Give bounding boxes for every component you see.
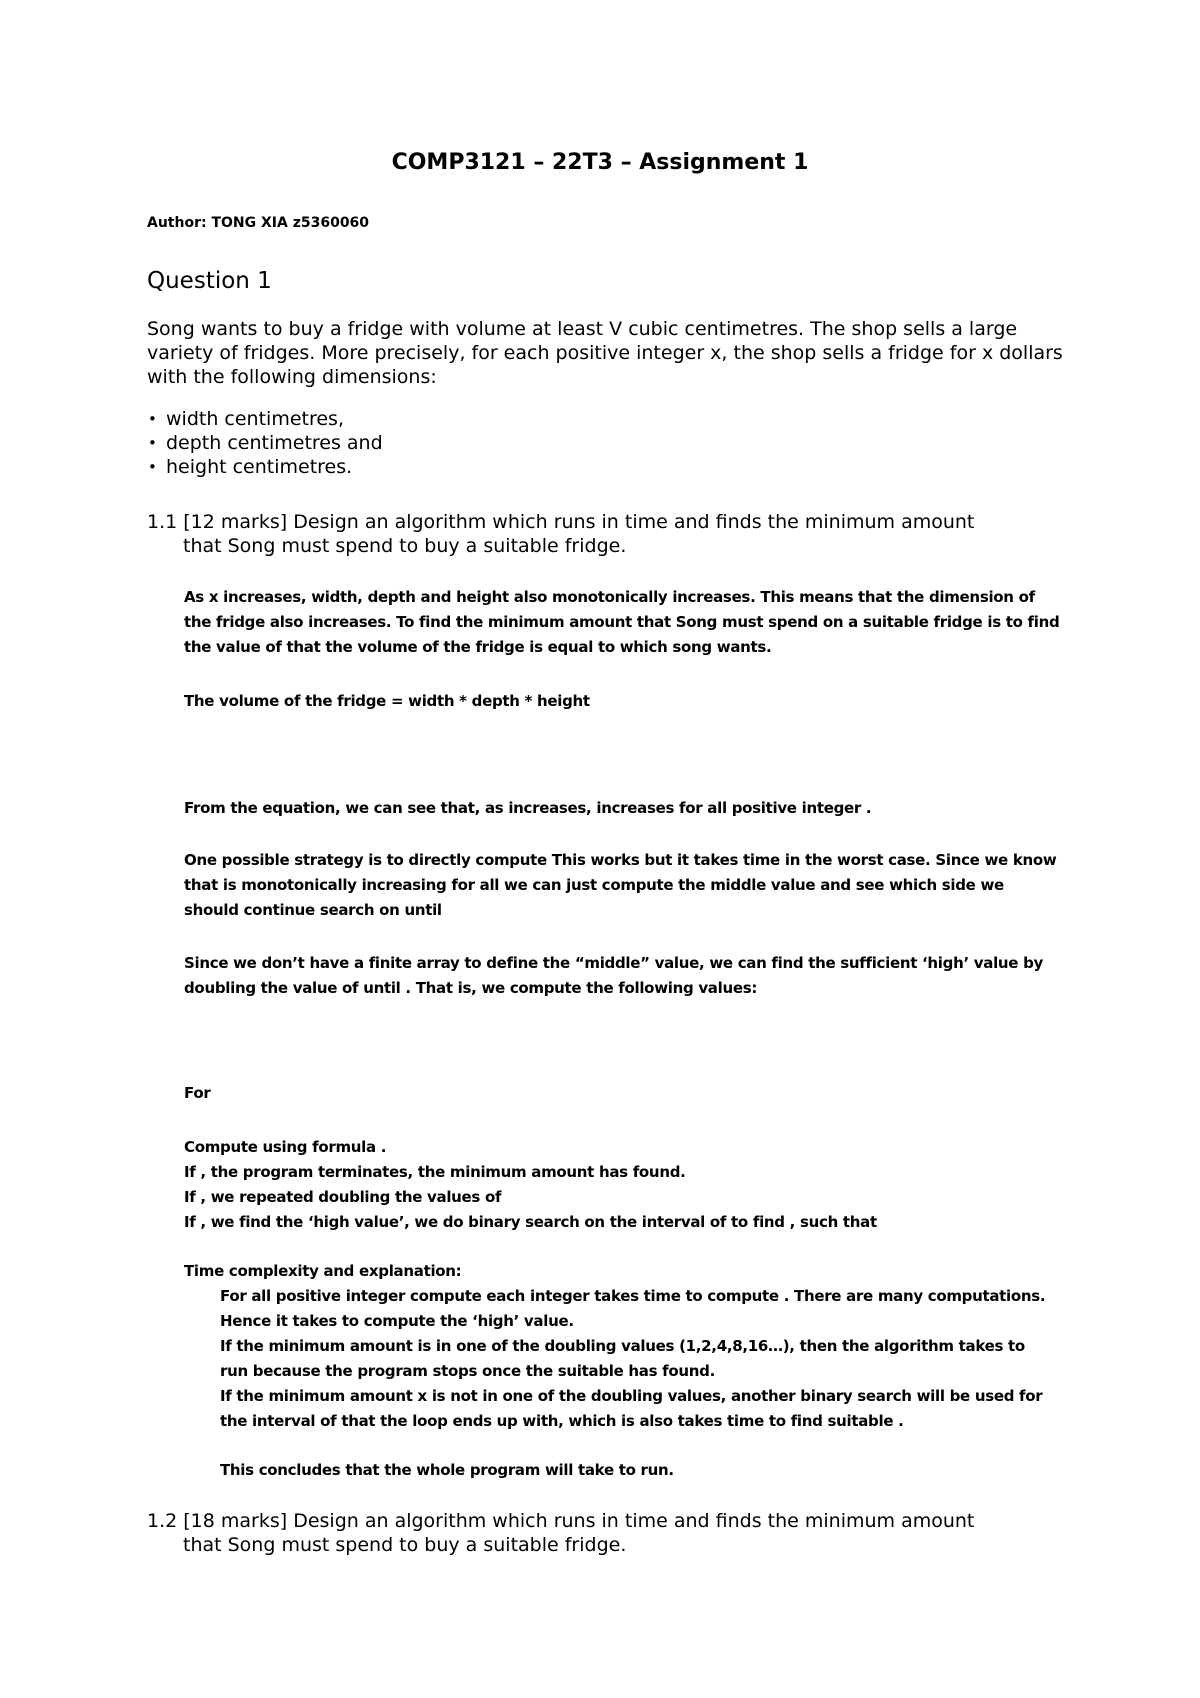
conclusion — [220, 1458, 1070, 1483]
question-heading: Question 1 — [147, 268, 272, 294]
answer-line: the fridge also increases. To find the minimum amount that Song must spend on a suitable fridge is to find — [184, 613, 1060, 631]
answer-line: doubling the value of until . That is, we compute the following values: — [184, 979, 758, 997]
question-line: that Song must spend to buy a suitable fridge. — [183, 1534, 627, 1556]
algorithm-for — [184, 1081, 1064, 1106]
volume-equation — [184, 689, 1064, 714]
question-line: that Song must spend to buy a suitable fridge. — [183, 535, 627, 557]
answer-line: For — [184, 1084, 211, 1102]
answer-line: Time complexity and explanation: — [184, 1262, 462, 1280]
answer-line: From the equation, we can see that, as increases, increases for all positive integer . — [184, 799, 872, 817]
answer-paragraph-2 — [184, 796, 1064, 821]
answer-line: the interval of that the loop ends up with, which is also takes time to find suitable . — [220, 1412, 904, 1430]
list-item: • depth centimetres and — [147, 431, 383, 455]
author-line: Author: TONG XIA z5360060 — [147, 215, 370, 231]
algorithm-step: Compute using formula . — [184, 1138, 387, 1156]
answer-line: Hence it takes to compute the ‘high’ value. — [220, 1312, 574, 1330]
answer-line: The volume of the fridge = width * depth * height — [184, 692, 590, 710]
answer-line: If the minimum amount is in one of the doubling values (1,2,4,8,16…), then the algorithm takes to — [220, 1337, 1025, 1355]
dimension-list — [147, 407, 383, 479]
answer-paragraph-4 — [184, 951, 1064, 1001]
answer-line: If the minimum amount x is not in one of the doubling values, another binary search will be used for — [220, 1387, 1043, 1405]
time-complexity-heading — [184, 1259, 1064, 1284]
answer-line: the value of that the volume of the fridge is equal to which song wants. — [184, 638, 772, 656]
algorithm-step: If , we find the ‘high value’, we do binary search on the interval of to find , such that — [184, 1213, 877, 1231]
answer-line: run because the program stops once the suitable has found. — [220, 1362, 715, 1380]
list-item: • width centimetres, — [147, 407, 383, 431]
algorithm-steps — [184, 1135, 1064, 1235]
answer-paragraph-1 — [184, 585, 1064, 660]
question-line: 1.2 [18 marks] Design an algorithm which runs in time and finds the minimum amount — [147, 1510, 975, 1532]
answer-line: As x increases, width, depth and height also monotonically increases. This means that the dimension of — [184, 588, 1035, 606]
answer-line: This concludes that the whole program will take to run. — [220, 1461, 674, 1479]
answer-paragraph-3 — [184, 848, 1064, 923]
question-1-2 — [147, 1509, 1067, 1557]
list-item: • height centimetres. — [147, 455, 383, 479]
time-complexity-explanation — [220, 1284, 1070, 1434]
algorithm-step: If , the program terminates, the minimum amount has found. — [184, 1163, 686, 1181]
question-1-1 — [147, 510, 1067, 558]
answer-line: For all positive integer compute each integer takes time to compute . There are many computations. — [220, 1287, 1046, 1305]
algorithm-step: If , we repeated doubling the values of — [184, 1188, 502, 1206]
question-line: 1.1 [12 marks] Design an algorithm which runs in time and finds the minimum amount — [147, 511, 975, 533]
question-intro: Song wants to buy a fridge with volume at least V cubic centimetres. The shop sells a large variety of fridges. More precisely, for each positive integer x, the shop sells a fridge for x dollars with the following dimensions: — [147, 318, 1063, 388]
answer-line: Since we don’t have a finite array to define the “middle” value, we can find the sufficient ‘high’ value by — [184, 954, 1044, 972]
document-title: COMP3121 – 22T3 – Assignment 1 — [391, 150, 809, 175]
answer-line: that is monotonically increasing for all we can just compute the middle value and see which side we — [184, 876, 1004, 894]
answer-line: One possible strategy is to directly compute This works but it takes time in the worst case. Since we know — [184, 851, 1057, 869]
answer-line: should continue search on until — [184, 901, 442, 919]
